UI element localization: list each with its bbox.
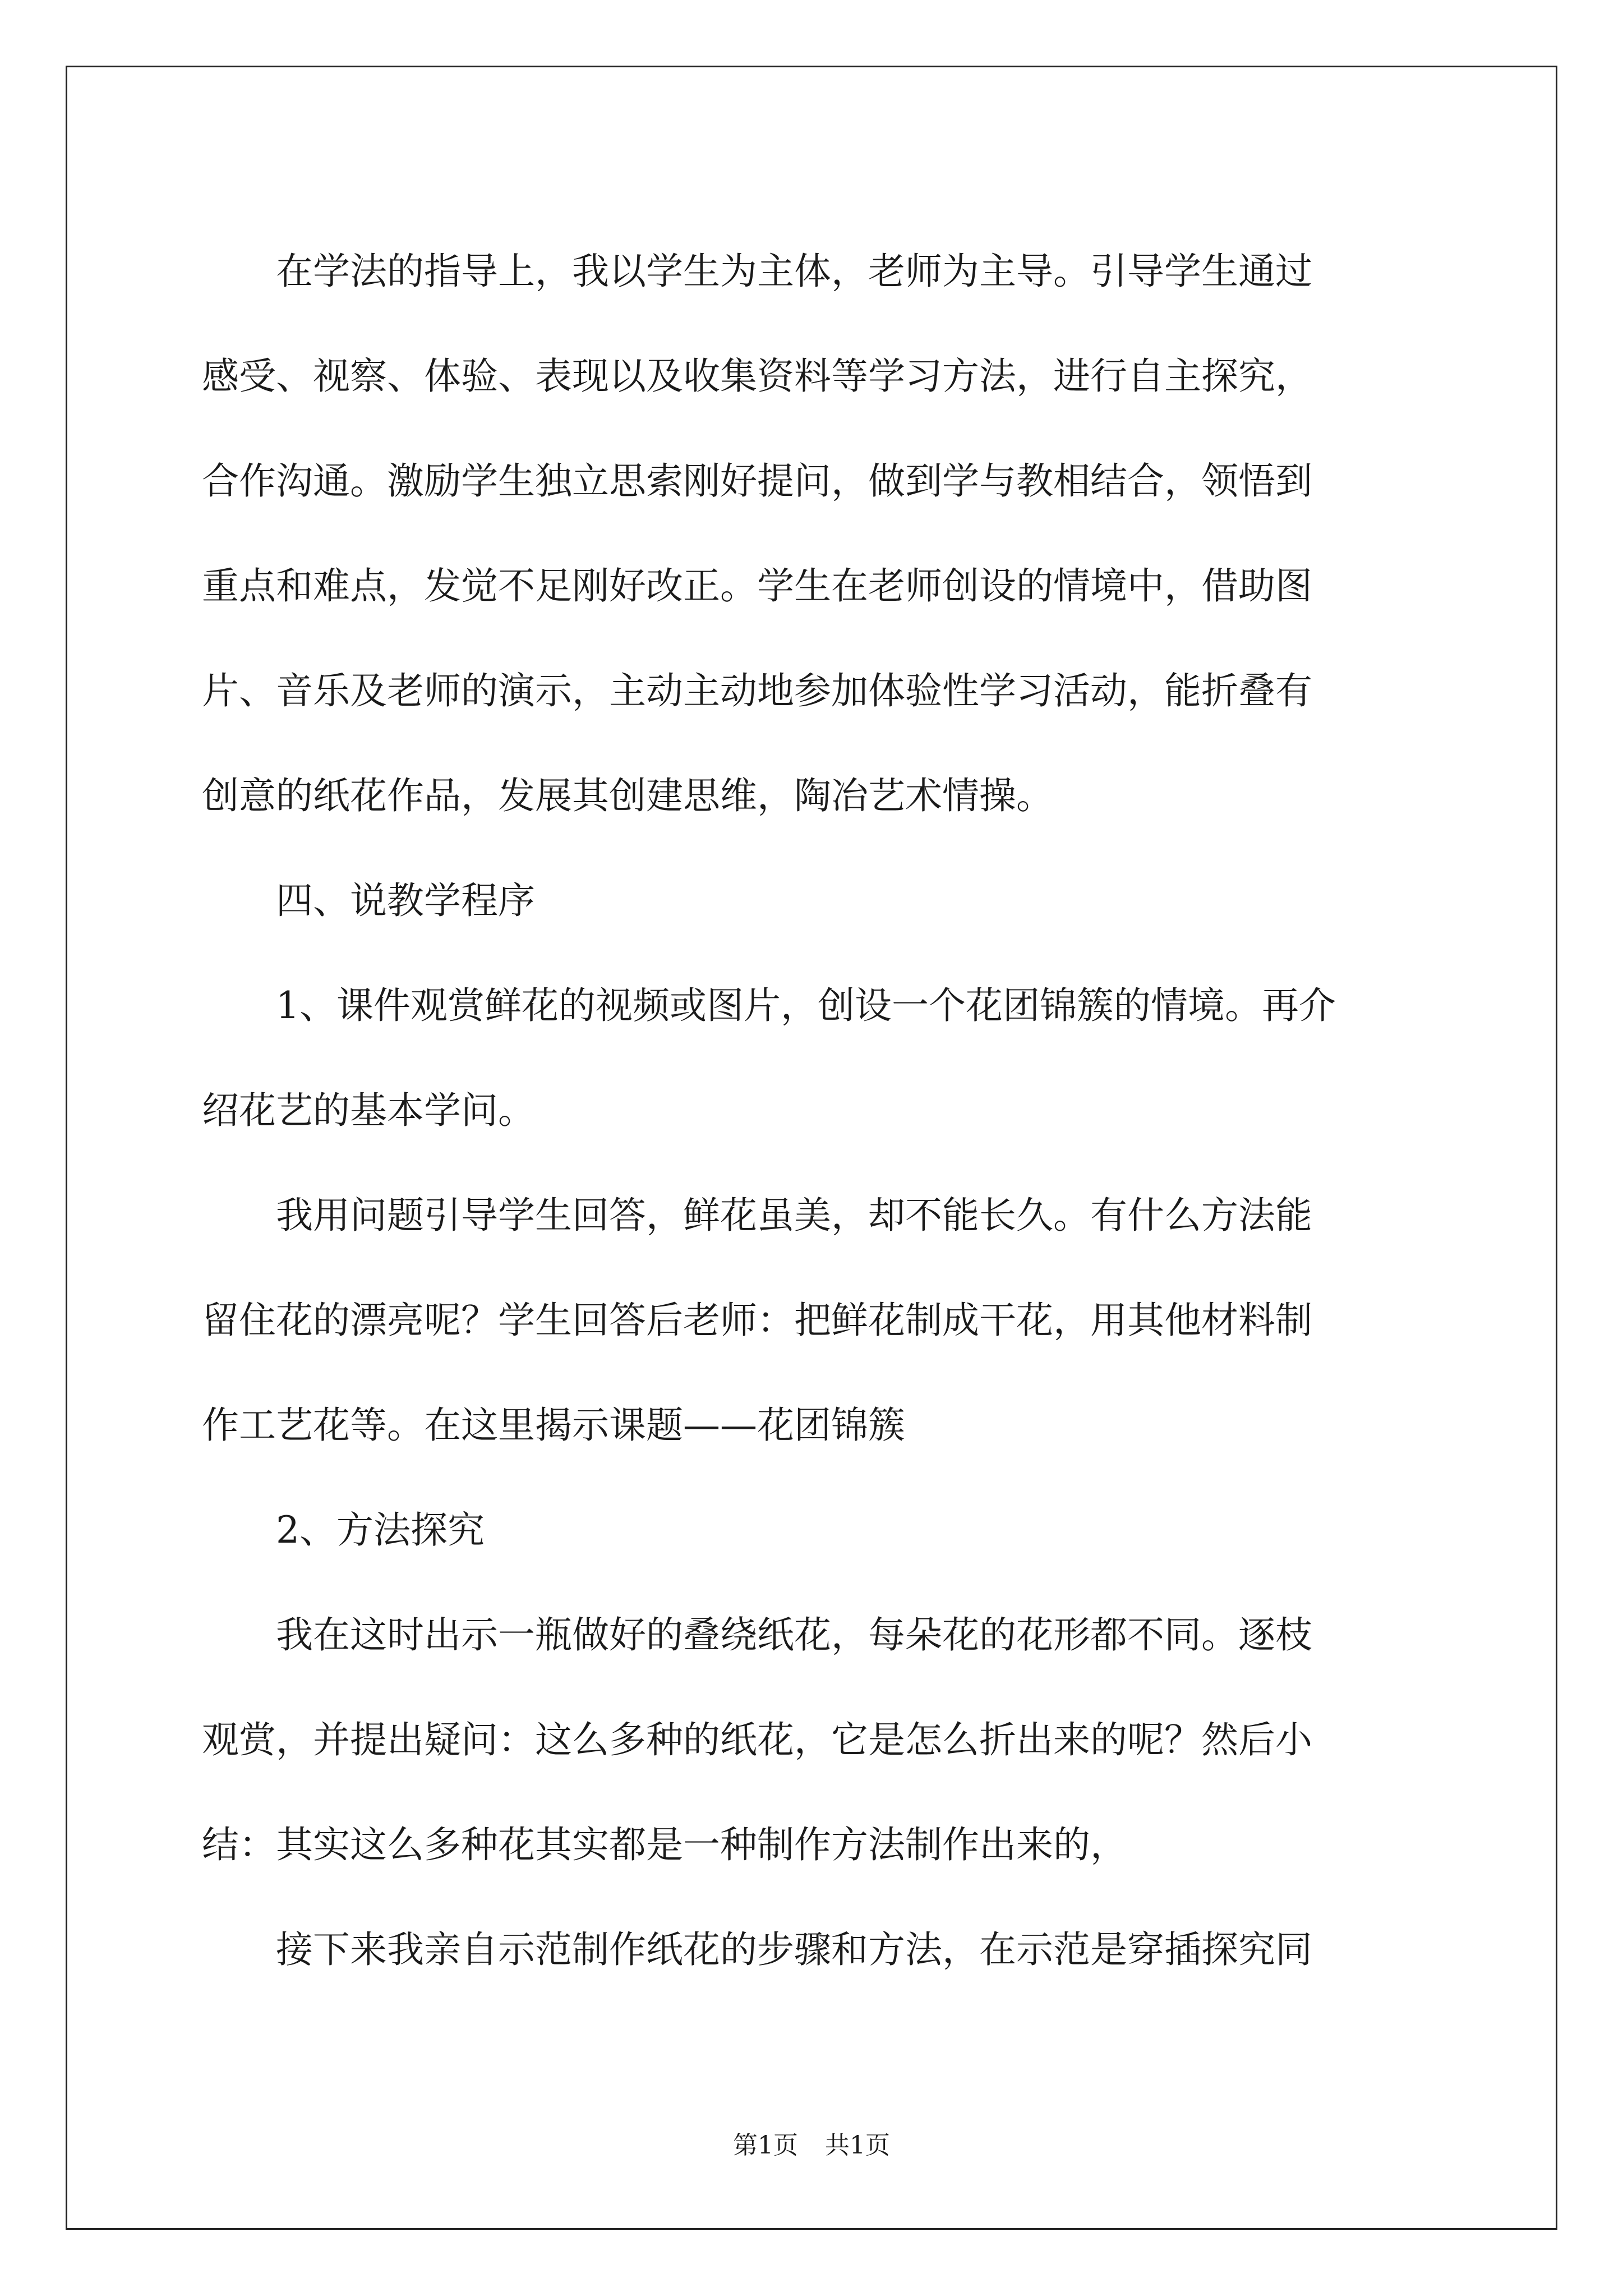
paragraph-line: 接下来我亲自示范制作纸花的步骤和方法，在示范是穿插探究同	[276, 1928, 1312, 1971]
paragraph-line: 合作沟通。激励学生独立思索刚好提问，做到学与教相结合，领悟到	[202, 459, 1312, 503]
paragraph-line: 片、音乐及老师的演示，主动主动地参加体验性学习活动，能折叠有	[202, 669, 1312, 712]
paragraph-line: 作工艺花等。在这里揭示课题——花团锦簇	[202, 1404, 905, 1447]
paragraph-line: 在学法的指导上，我以学生为主体，老师为主导。引导学生通过	[276, 250, 1312, 293]
paragraph-line: 绍花艺的基本学问。	[202, 1089, 535, 1132]
page-footer	[0, 2129, 1623, 2162]
section-heading: 四、说教学程序	[276, 879, 535, 922]
paragraph-line: 留住花的漂亮呢？学生回答后老师：把鲜花制成干花，用其他材料制	[202, 1299, 1312, 1342]
document-body	[202, 219, 1424, 2002]
paragraph-line: 结：其实这么多种花其实都是一种制作方法制作出来的，	[202, 1823, 1127, 1866]
paragraph-line: 感受、视察、体验、表现以及收集资料等学习方法，进行自主探究，	[202, 355, 1312, 398]
paragraph-line: 我在这时出示一瓶做好的叠绕纸花，每朵花的花形都不同。逐枝	[276, 1613, 1312, 1657]
paragraph-line: 创意的纸花作品，发展其创建思维，陶冶艺术情操。	[202, 774, 1053, 817]
page-number: 第1页	[733, 2131, 798, 2160]
paragraph-line: 观赏，并提出疑问：这么多种的纸花，它是怎么折出来的呢？然后小	[202, 1718, 1312, 1761]
section-heading: 2、方法探究	[276, 1508, 485, 1552]
page-total: 共1页	[825, 2131, 890, 2160]
paragraph-line: 我用问题引导学生回答，鲜花虽美，却不能长久。有什么方法能	[276, 1194, 1312, 1237]
paragraph-line: 重点和难点，发觉不足刚好改正。学生在老师创设的情境中，借助图	[202, 564, 1312, 608]
paragraph-line: 1、课件观赏鲜花的视频或图片，创设一个花团锦簇的情境。再介	[276, 984, 1336, 1027]
